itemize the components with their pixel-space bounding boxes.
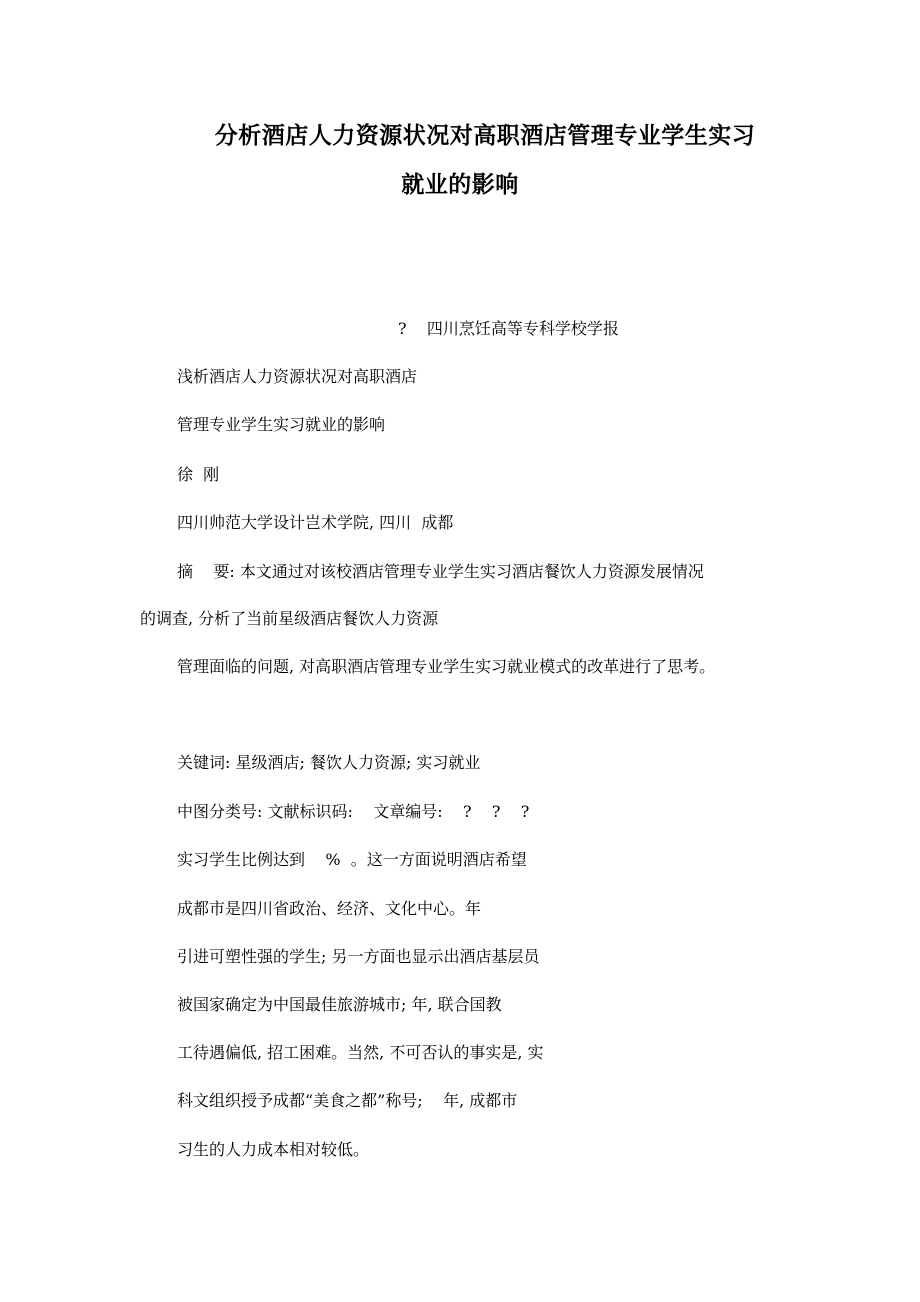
abstract-line-3: 管理面临的问题, 对高职酒店管理专业学生实习就业模式的改革进行了思考。 (177, 657, 716, 676)
author-affiliation: 四川帅范大学设计岂术学院, 四川 成都 (177, 513, 454, 532)
body-line: 工待遇偏低, 招工困难。当然, 不可否认的事实是, 实 (177, 1043, 544, 1062)
classification-codes: 中图分类号: 文献标识码: 文章编号: ? ? ? (177, 802, 530, 821)
body-line: 被国家确定为中国最佳旅游城市; 年, 联合国教 (177, 995, 502, 1014)
abstract-line-2: 的调查, 分析了当前星级酒店餐饮人力资源 (140, 609, 439, 628)
abstract-line-1: 摘 要: 本文通过对该校酒店管理专业学生实习酒店餐饮人力资源发展情况 (177, 562, 704, 581)
keywords: 关键词: 星级酒店; 餐饮人力资源; 实习就业 (177, 753, 481, 772)
article-subtitle-line-1: 浅析酒店人力资源状况对高职酒店 (177, 367, 418, 386)
body-line: 引进可塑性强的学生; 另一方面也显示出酒店基层员 (177, 947, 540, 966)
journal-source: ? 四川烹饪高等专科学校学报 (398, 319, 619, 338)
body-line: 成都市是四川省政治、经济、文化中心。年 (177, 899, 482, 918)
body-line: 实习学生比例达到 % 。这一方面说明酒店希望 (177, 850, 527, 869)
body-line: 科文组织授予成都“美食之都”称号; 年, 成都市 (177, 1091, 518, 1110)
article-subtitle-line-2: 管理专业学生实习就业的影响 (177, 415, 386, 434)
document-title-line-2: 就业的影响 (401, 171, 519, 198)
author-name: 徐 刚 (177, 465, 220, 484)
document-title-line-1: 分析酒店人力资源状况对高职酒店管理专业学生实习 (214, 122, 756, 149)
body-line: 习生的人力成本相对较低。 (177, 1140, 370, 1159)
